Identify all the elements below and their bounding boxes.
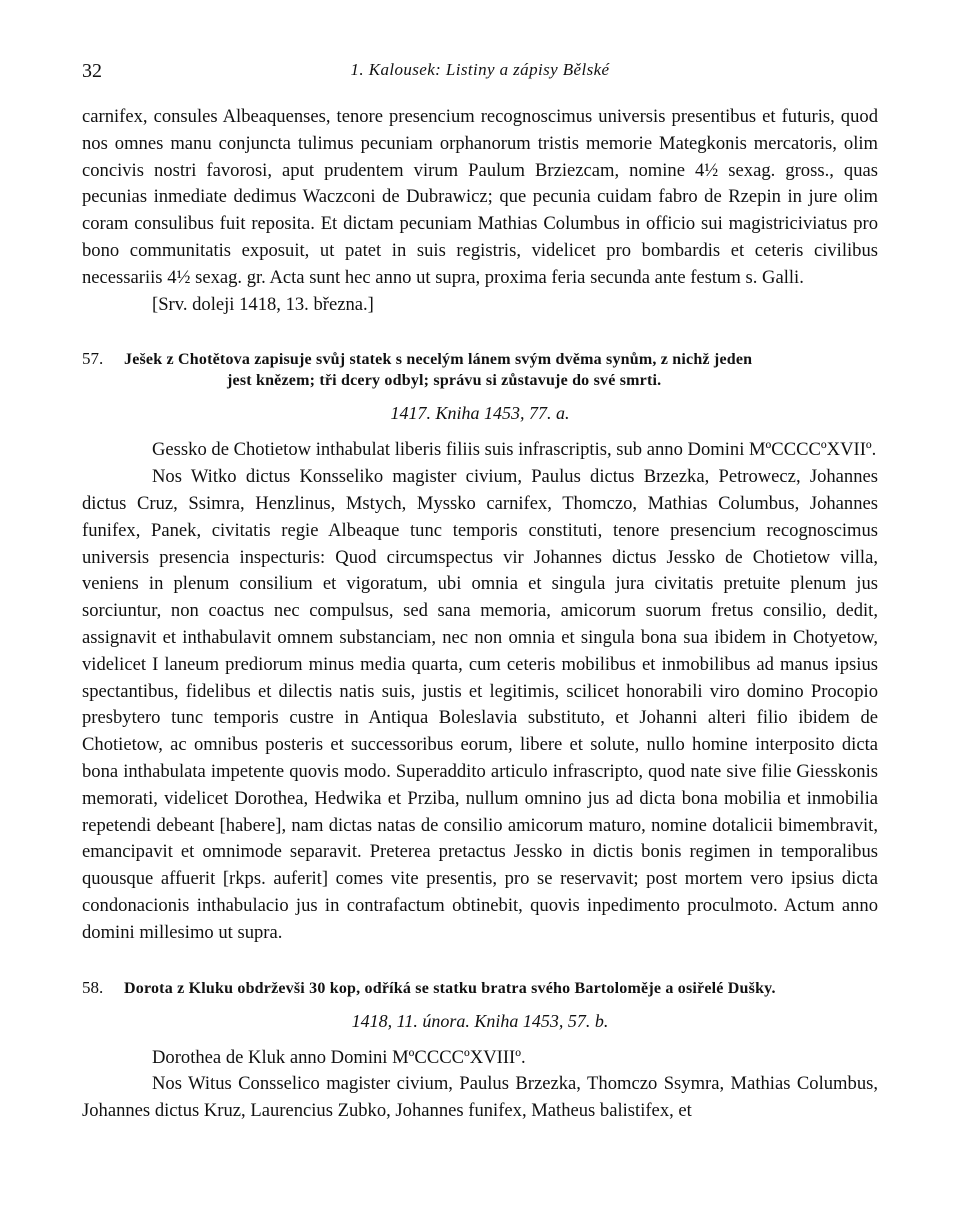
entry-summary — [82, 977, 878, 999]
entry-number: 58. — [82, 977, 104, 997]
entry-main-paragraph: Nos Witko dictus Konsseliko magister civium, Paulus dictus Brzezka, Petrowecz, Johannes dictus Cruz, Ssimra, Henzlinus, Mstych, Myssko carnifex, Thomczo, Mathias Columbus, Johannes funifex, Panek, civitatis regie Albeaque tunc temporis constituti, tenore presencium recognoscimus universis presencia inspecturis: Quod circumspectus vir Johannes dictus Jessko de Chotietow villa, veniens in plenum consilium et vigoratum, ubi omnia et singula jura civitatis pretuite plenum jus sorciuntur, non coactus nec compulsus, sed sana memoria, amicorum suorum fretus consilio, dedit, assignavit et inthabulavit omnem substanciam, nec non omnia et singula bona sua ibidem in Chotyetow, videlicet I laneum prediorum minus media quarta, cum ceteris mobilibus et inmobilibus ad manus ipsius spectantibus, fidelibus et dilectis natis suis, justis et legitimis, scilicet honorabili viro domino Procopio presbytero tunc temporis custre in Antiqua Boleslavia substituto, et Johanni alteri filio ibidem de Chotietow, ac omnibus posteris et successoribus eorum, libere et solute, nullo homine interposito dicta bona inthabulata impetente quovis modo. Superaddito articulo infrascripto, quod nate sive filie Giesskonis memorati, videlicet Dorothea, Hedwika et Prziba, nullum omnino jus ad dicta bona mobilia et inmobilia repetendi debeant [habere], nam dictas natas de consilio amicorum maturo, nomine dotalicii bimembravit, emancipavit et omnimode separavit. Preterea pretactus Jessko in dictis bonis regimen in temporalibus quousque affuerit [rkps. auferit] comes vite presentis, pro se reservavit; post mortem vero ipsius dicta condonacionis inthabulacio jus in contrafactum obtinebit, quovis inpedimento proculmoto. Actum anno domini millesimo ut supra. — [82, 466, 878, 943]
entry-number: 57. — [82, 349, 104, 369]
entry-summary — [82, 348, 878, 370]
entry-57 — [82, 348, 878, 946]
entry-date: 1418, 11. února. Kniha 1453, 57. b. — [351, 1010, 609, 1031]
page-body — [82, 104, 878, 1125]
page-number: 32 — [82, 60, 102, 82]
page-header — [82, 60, 878, 90]
entry-heading-paragraph: Dorothea de Kluk anno Domini MºCCCCºXVIIIº. — [152, 1046, 526, 1068]
summary-line-2: jest knězem; tři dcery odbyl; správu si zůstavuje do své smrti. — [227, 372, 662, 390]
entry-date: 1417. Kniha 1453, 77. a. — [390, 403, 570, 424]
entry-58 — [82, 977, 878, 1125]
editorial-note: [Srv. doleji 1418, 13. března.] — [152, 293, 374, 315]
entry-heading-paragraph: Gessko de Chotietow inthabulat liberis filiis suis infrascriptis, sub anno Domini MºCCCCºXVIIº. — [152, 439, 877, 461]
entry-main-paragraph: Nos Witus Consselico magister civium, Paulus Brzezka, Thomczo Ssymra, Mathias Columbus, Johannes dictus Kruz, Laurencius Zubko, Johannes funifex, Matheus balistifex, et — [82, 1073, 878, 1122]
summary-line: Dorota z Kluku obdrževši 30 kop, odříká se statku bratra svého Bartoloměje a osiřelé Dušky. — [124, 979, 776, 997]
running-title: 1. Kalousek: Listiny a zápisy Bělské — [350, 60, 610, 79]
continuation-paragraph: carnifex, consules Albeaquenses, tenore presencium recognoscimus universis presentibus et futuris, quod nos omnes manu conjuncta tulimus pecuniam orphanorum tristis memorie Mategkonis mercatoris, olim concivis nostri favorosi, aput prudentem virum Paulum Brziezcam, nomine 4½ sexag. gross., quas pecunias inmediate dedimus Waczconi de Dubrawicz; que pecunia cuidam fabro de Rzepin in jure olim coram consulibus fuit reposita. Et dictam pecuniam Mathias Columbus in officio sui magistriciviatus pro bono communitatis exposuit, ut patet in suis registris, videlicet pro bombardis et ceteris civilibus necessariis 4½ sexag. gr. Acta sunt hec anno ut supra, proxima feria secunda ante festum s. Galli. — [82, 106, 878, 288]
summary-line-1: Ješek z Chotětova zapisuje svůj statek s necelým lánem svým dvěma synům, z nichž jeden — [124, 351, 753, 369]
